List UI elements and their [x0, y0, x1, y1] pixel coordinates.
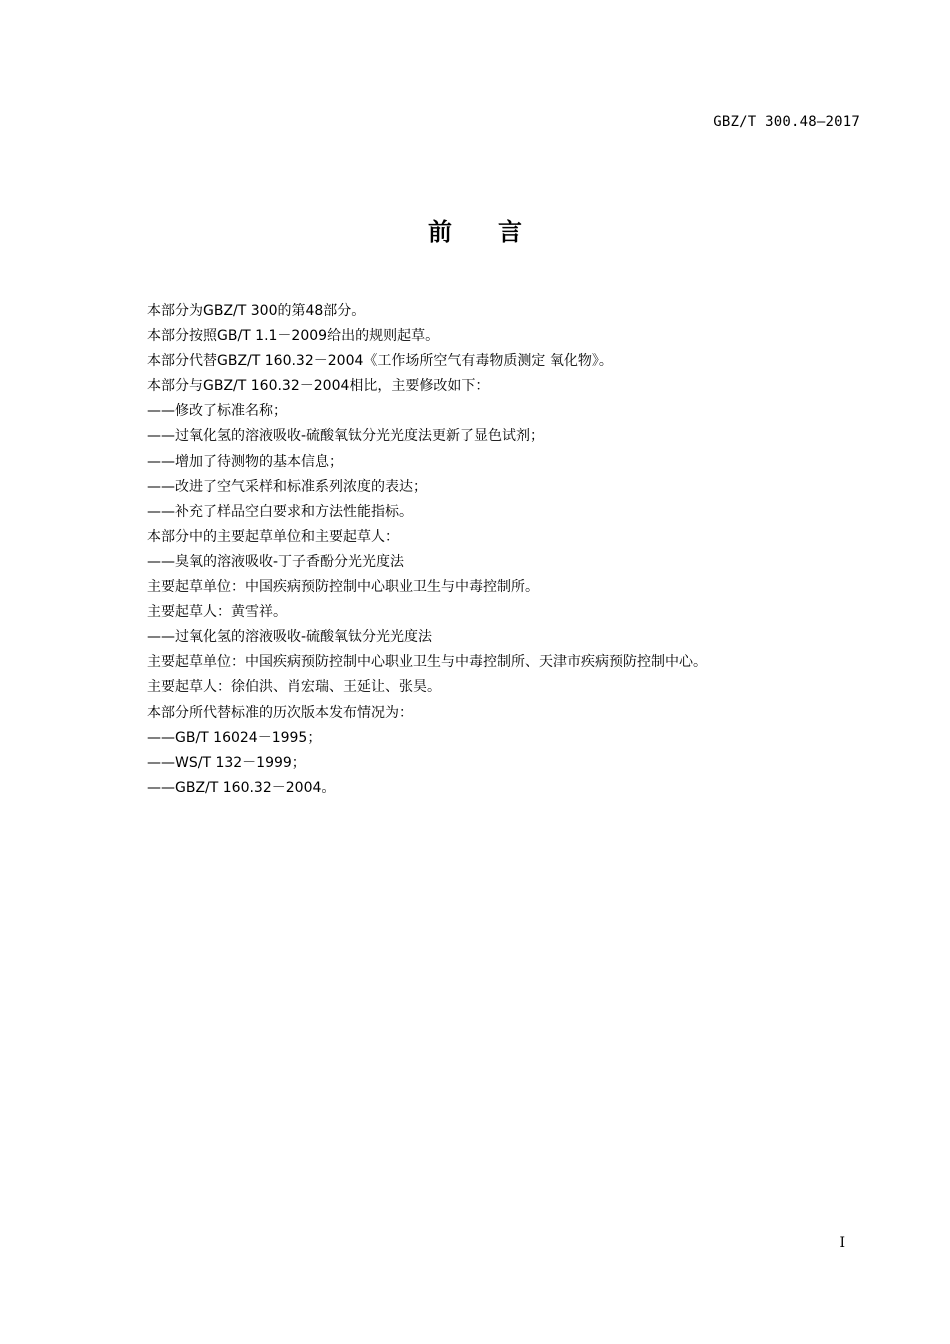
page-number: I: [839, 1235, 845, 1251]
page-title: [0, 212, 950, 247]
paragraph-line: 主要起草人：徐伯洪、肖宏瑞、王延让、张昊。: [147, 679, 441, 696]
paragraph-line: 本部分中的主要起草单位和主要起草人：: [147, 528, 399, 545]
paragraph-line: 主要起草人：黄雪祥。: [147, 604, 287, 621]
list-item: ——补充了样品空白要求和方法性能指标。: [147, 503, 413, 520]
paragraph-line: 主要起草单位：中国疾病预防控制中心职业卫生与中毒控制所。: [147, 579, 539, 596]
paragraph-line: 本部分代替GBZ/T 160.32－2004《工作场所空气有毒物质测定 氧化物》。: [147, 353, 613, 370]
standard-code: GBZ/T 300.48—2017: [713, 114, 860, 130]
list-item: ——修改了标准名称；: [147, 403, 287, 420]
list-item: ——增加了待测物的基本信息；: [147, 453, 343, 470]
list-item: ——臭氧的溶液吸收-丁子香酚分光光度法: [147, 553, 405, 570]
list-item: ——改进了空气采样和标准系列浓度的表达；: [147, 478, 427, 495]
list-item: ——GB/T 16024－1995；: [147, 729, 322, 746]
title-char-2: 言: [498, 218, 522, 246]
list-item: ——过氧化氢的溶液吸收-硫酸氧钛分光光度法: [147, 629, 433, 646]
list-item: ——GBZ/T 160.32－2004。: [147, 779, 336, 796]
paragraph-line: 本部分按照GB/T 1.1－2009给出的规则起草。: [147, 328, 440, 345]
paragraph-line: 本部分与GBZ/T 160.32－2004相比，主要修改如下：: [147, 378, 490, 395]
title-char-1: 前: [428, 218, 452, 246]
paragraph-line: 本部分所代替标准的历次版本发布情况为：: [147, 704, 413, 721]
preface-body: [147, 299, 867, 801]
paragraph-line: 本部分为GBZ/T 300的第48部分。: [147, 303, 366, 319]
paragraph-line: 主要起草单位：中国疾病预防控制中心职业卫生与中毒控制所、天津市疾病预防控制中心。: [147, 654, 707, 671]
list-item: ——WS/T 132－1999；: [147, 754, 306, 771]
list-item: ——过氧化氢的溶液吸收-硫酸氧钛分光光度法更新了显色试剂；: [147, 428, 545, 445]
